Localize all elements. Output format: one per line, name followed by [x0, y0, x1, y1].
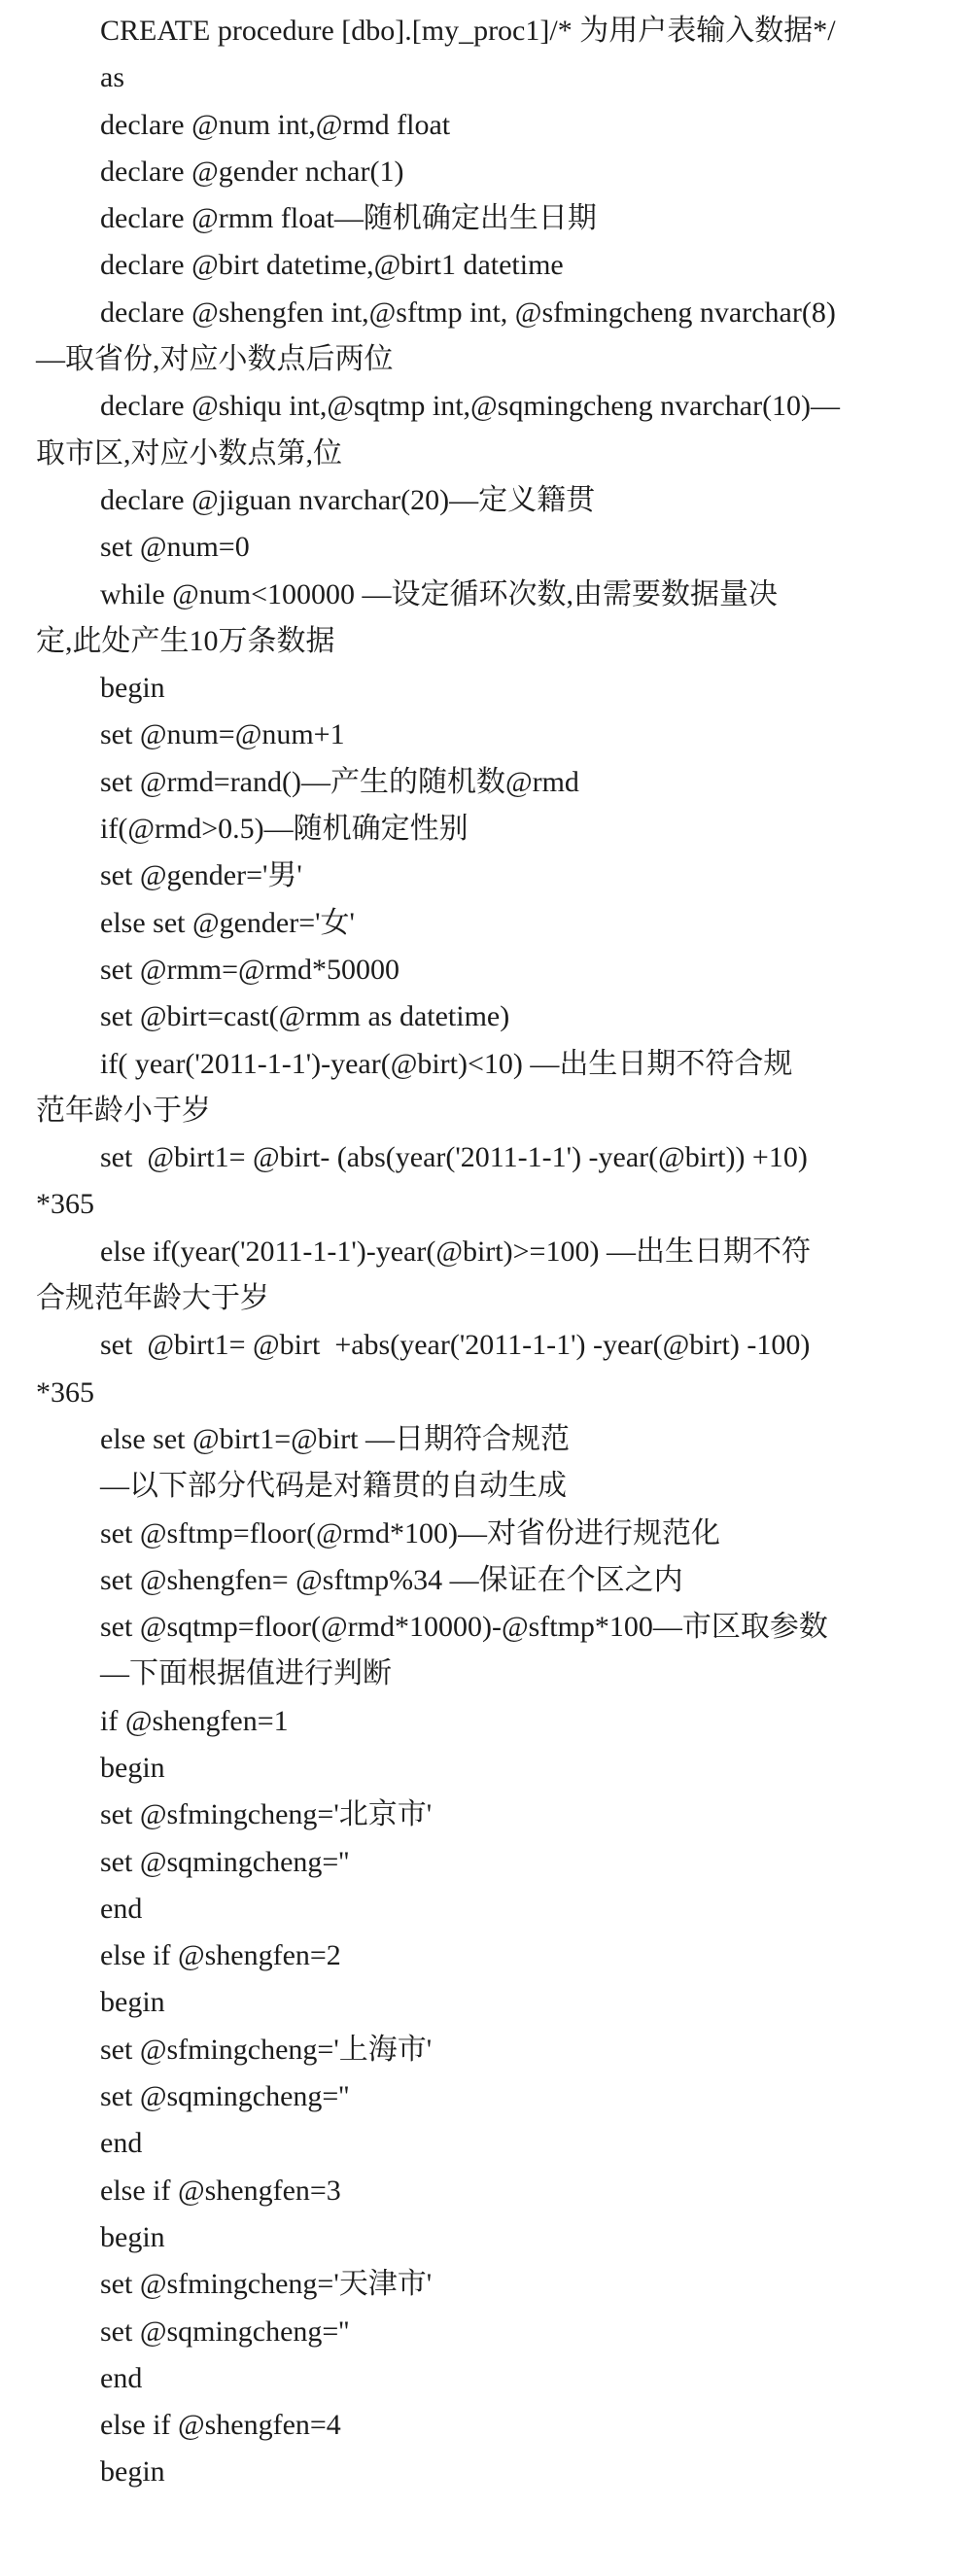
code-line: else if @shengfen=3 [100, 2174, 341, 2207]
code-line: end [100, 1892, 143, 1925]
code-line: else if @shengfen=2 [100, 1939, 341, 1972]
code-line: begin [100, 2220, 165, 2253]
code-line: declare @shiqu int,@sqtmp int,@sqmingcheng nvarchar(10)— [100, 390, 841, 423]
code-line: set @sfmingcheng='北京市' [100, 1798, 433, 1831]
code-line: set @birt=cast(@rmm as datetime) [100, 1000, 510, 1033]
code-line: begin [100, 672, 165, 705]
code-line: set @sqmingcheng='' [100, 2315, 350, 2348]
code-line: begin [100, 1751, 165, 1784]
code-line: set @gender='男' [100, 859, 302, 892]
code-line: set @num=@num+1 [100, 718, 345, 751]
code-line: set @birt1= @birt +abs(year('2011-1-1') -year(@birt) -100) [100, 1329, 811, 1362]
code-line: declare @rmm float—随机确定出生日期 [100, 202, 597, 235]
code-line: else set @birt1=@birt —日期符合规范 [100, 1422, 570, 1455]
code-line: set @sfmingcheng='上海市' [100, 2033, 433, 2066]
code-line: set @shengfen= @sftmp%34 —保证在个区之内 [100, 1563, 683, 1596]
code-line: begin [100, 2455, 165, 2489]
code-line: begin [100, 1986, 165, 2019]
code-line: declare @jiguan nvarchar(20)—定义籍贯 [100, 483, 596, 516]
code-line-continuation: *365 [36, 1188, 94, 1221]
code-line: set @sqmingcheng='' [100, 1845, 350, 1878]
code-line-continuation: 合规范年龄大于岁 [36, 1282, 269, 1315]
code-line: else if @shengfen=4 [100, 2409, 341, 2442]
code-line-continuation: 范年龄小于岁 [36, 1094, 211, 1127]
code-line: —以下部分代码是对籍贯的自动生成 [100, 1470, 567, 1503]
code-line: set @sqmingcheng='' [100, 2080, 350, 2113]
code-line: set @sqtmp=floor(@rmd*10000)-@sftmp*100—市区取参数 [100, 1611, 828, 1644]
code-line: declare @num int,@rmd float [100, 108, 451, 141]
code-line: end [100, 2361, 143, 2394]
code-line-continuation: *365 [36, 1375, 94, 1409]
code-line-continuation: —取省份,对应小数点后两位 [36, 343, 394, 376]
code-line: set @num=0 [100, 531, 250, 564]
code-line: —下面根据值进行判断 [100, 1657, 392, 1690]
code-line: if( year('2011-1-1')-year(@birt)<10) —出生日期不符合规 [100, 1047, 793, 1080]
code-line: if(@rmd>0.5)—随机确定性别 [100, 813, 469, 846]
code-line: else if(year('2011-1-1')-year(@birt)>=100) —出生日期不符 [100, 1235, 811, 1268]
code-line: set @birt1= @birt- (abs(year('2011-1-1') -year(@birt)) +10) [100, 1141, 808, 1174]
code-line: set @sftmp=floor(@rmd*100)—对省份进行规范化 [100, 1516, 720, 1549]
code-line: else set @gender='女' [100, 906, 355, 939]
code-line: while @num<100000 —设定循环次数,由需要数据量决 [100, 577, 779, 610]
code-line: if @shengfen=1 [100, 1704, 289, 1737]
code-line: CREATE procedure [dbo].[my_proc1]/* 为用户表输入数据*/ [100, 15, 836, 47]
code-line: end [100, 2127, 143, 2160]
code-line: set @rmm=@rmd*50000 [100, 953, 399, 986]
sql-code-listing [0, 8, 972, 2496]
code-line: as [100, 61, 124, 94]
code-line: set @rmd=rand()—产生的随机数@rmd [100, 765, 579, 798]
code-line: declare @birt datetime,@birt1 datetime [100, 249, 564, 282]
code-line-continuation: 定,此处产生10万条数据 [36, 624, 335, 657]
code-line: declare @shengfen int,@sftmp int, @sfmingcheng nvarchar(8) [100, 296, 836, 329]
code-line: set @sfmingcheng='天津市' [100, 2268, 433, 2301]
code-line: declare @gender nchar(1) [100, 155, 404, 188]
code-line-continuation: 取市区,对应小数点第,位 [36, 436, 342, 470]
